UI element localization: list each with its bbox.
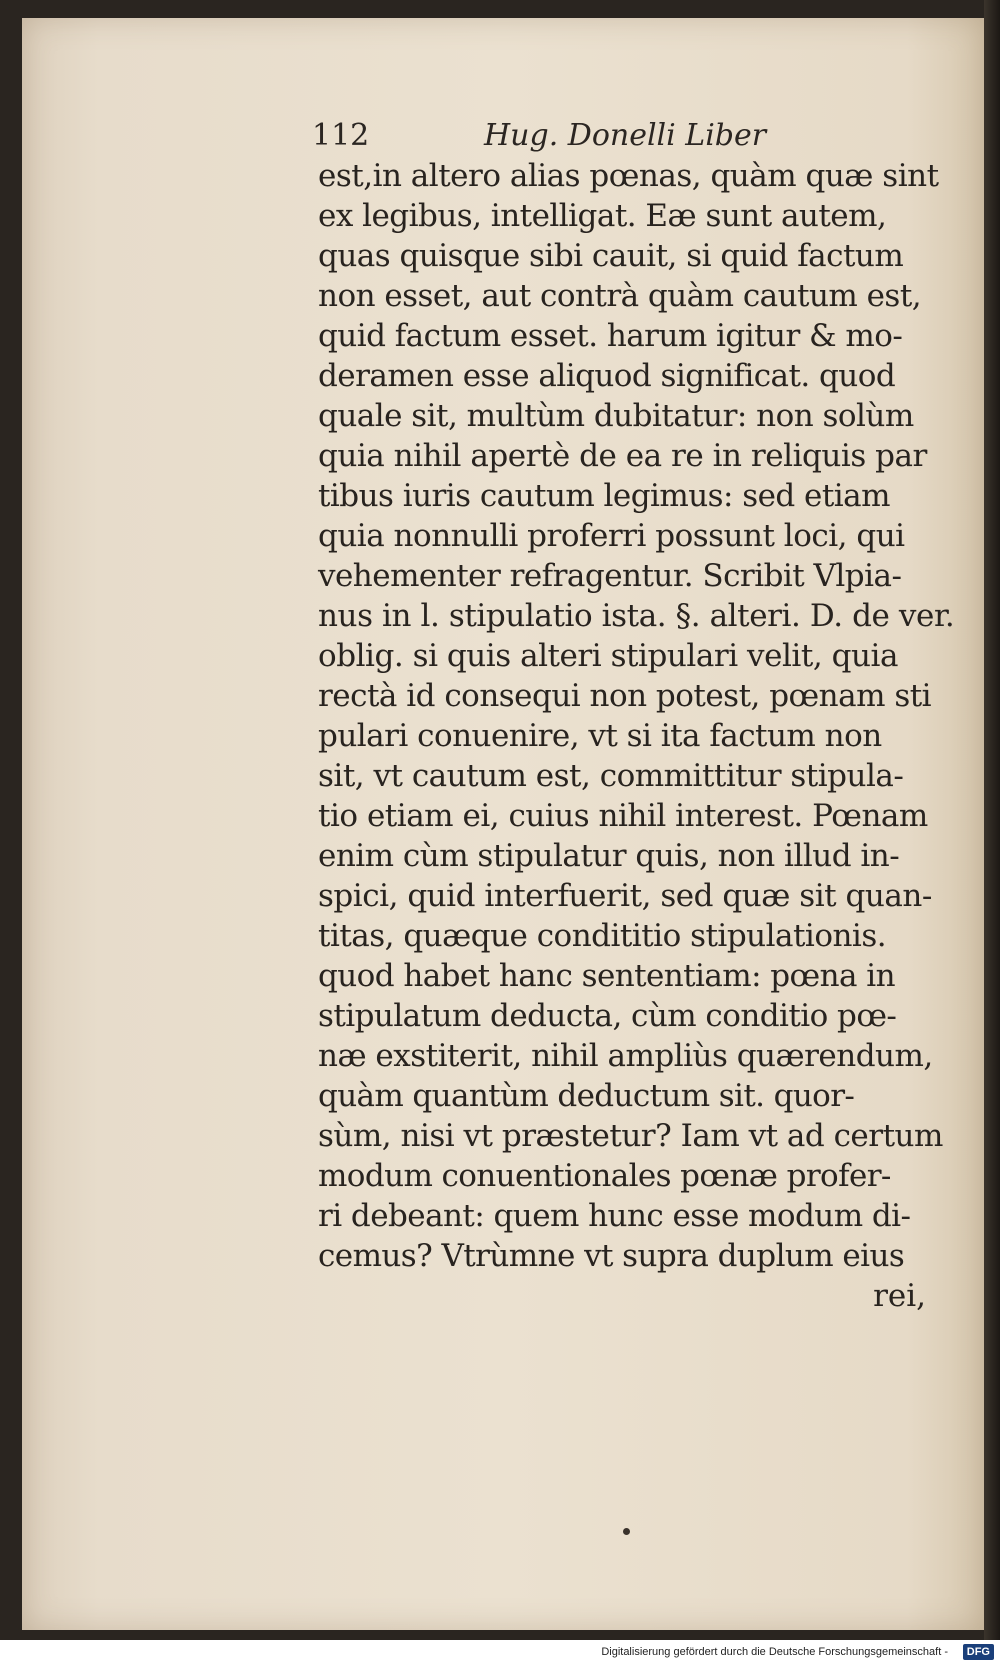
text-line: non esset, aut contrà quàm cautum est, xyxy=(318,278,922,314)
text-line: tibus iuris cautum legimus: sed etiam xyxy=(318,478,890,514)
text-line: est,in altero alias pœnas, quàm quæ sint xyxy=(318,158,939,194)
text-line: modum conuentionales pœnæ profer- xyxy=(318,1158,891,1194)
funding-credit: Digitalisierung gefördert durch die Deutsche Forschungsgemeinschaft - xyxy=(601,1646,948,1658)
text-line: quia nihil apertè de ea re in reliquis par xyxy=(318,438,927,474)
text-line: pulari conuenire, vt si ita factum non xyxy=(318,718,882,754)
catchword: rei, xyxy=(873,1278,926,1314)
text-line: sit, vt cautum est, committitur stipula- xyxy=(318,758,904,794)
text-line: rectà id consequi non potest, pœnam sti xyxy=(318,678,932,714)
page-number: 112 xyxy=(312,118,370,153)
page-edge xyxy=(984,0,1000,1640)
body-text xyxy=(318,156,978,1316)
text-line: titas, quæque condititio stipulationis. xyxy=(318,918,887,954)
text-line: quod habet hanc sententiam: pœna in xyxy=(318,958,895,994)
text-line: tio etiam ei, cuius nihil interest. Pœnam xyxy=(318,798,928,834)
text-line: quia nonnulli proferri possunt loci, qui xyxy=(318,518,905,554)
text-line: quid factum esset. harum igitur & mo- xyxy=(318,318,903,354)
text-line: cemus? Vtrùmne vt supra duplum eius xyxy=(318,1238,905,1274)
text-line: nus in l. stipulatio ista. §. alteri. D. de ver. xyxy=(318,598,955,634)
text-line: sùm, nisi vt præstetur? Iam vt ad certum xyxy=(318,1118,943,1154)
text-line: oblig. si quis alteri stipulari velit, quia xyxy=(318,638,898,674)
text-line: enim cùm stipulatur quis, non illud in- xyxy=(318,838,900,874)
text-line: ex legibus, intelligat. Eæ sunt autem, xyxy=(318,198,887,234)
ink-spot xyxy=(623,1528,630,1535)
text-line: vehementer refragentur. Scribit Vlpia- xyxy=(318,558,902,594)
text-line: næ exstiterit, nihil ampliùs quærendum, xyxy=(318,1038,933,1074)
footer-bar xyxy=(0,1640,1000,1666)
text-line: spici, quid interfuerit, sed quæ sit quan- xyxy=(318,878,932,914)
text-line: quas quisque sibi cauit, si quid factum xyxy=(318,238,904,274)
text-line: ri debeant: quem hunc esse modum di- xyxy=(318,1198,911,1234)
text-line: stipulatum deducta, cùm conditio pœ- xyxy=(318,998,897,1034)
text-line: quale sit, multùm dubitatur: non solùm xyxy=(318,398,914,434)
text-line: quàm quantùm deductum sit. quor- xyxy=(318,1078,855,1114)
running-title: Hug. Donelli Liber xyxy=(484,118,767,153)
text-line: deramen esse aliquod significat. quod xyxy=(318,358,896,394)
dfg-logo: DFG xyxy=(963,1644,994,1660)
